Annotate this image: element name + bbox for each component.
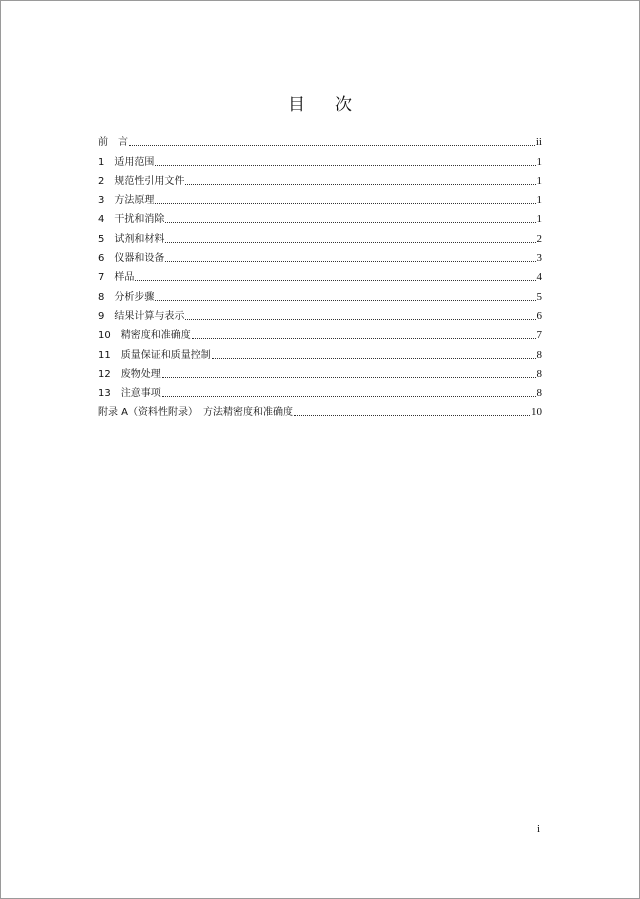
toc-leader-dots: [165, 222, 535, 223]
toc-title-char-1: 目: [288, 95, 305, 115]
toc-entry-label: 结果计算与表示: [114, 310, 185, 322]
toc-entry-page: 7: [536, 329, 542, 342]
toc-entry-5[interactable]: [98, 225, 542, 244]
toc-entry-page: 1: [536, 174, 542, 187]
toc-entry-number: 6: [98, 253, 115, 265]
toc-leader-dots: [155, 203, 535, 204]
toc-entry-number: 12: [98, 368, 121, 380]
toc-leader-dots: [162, 396, 536, 397]
toc-entry-page: 8: [536, 367, 542, 380]
toc-entry-number: 附录 A（资料性附录）: [98, 407, 204, 419]
toc-entry-label: 干扰和消除: [114, 214, 165, 226]
toc-entry-6[interactable]: [98, 245, 542, 264]
toc-leader-dots: [212, 358, 536, 359]
toc-leader-dots: [165, 242, 535, 243]
toc-entry-page: 1: [536, 155, 542, 168]
toc-entry-10[interactable]: [98, 322, 542, 341]
toc-entry-number: 9: [98, 310, 115, 322]
toc-entry-label: 质量保证和质量控制: [120, 349, 211, 361]
toc-entry-label: 试剂和材料: [114, 233, 165, 245]
toc-entry-page: 1: [536, 194, 542, 207]
toc-entry-3[interactable]: [98, 187, 542, 206]
toc-leader-dots: [294, 415, 530, 416]
toc-leader-dots: [135, 280, 535, 281]
toc-entry-label: 规范性引用文件: [114, 175, 185, 187]
toc-entry-7[interactable]: [98, 264, 542, 283]
toc-entry-number: 11: [98, 349, 121, 361]
toc-entry-number: 前 言: [98, 137, 128, 149]
toc-entry-label: 样品: [114, 272, 135, 284]
toc-entry-appendix-a[interactable]: [98, 399, 542, 418]
toc-entry-page: 1: [536, 213, 542, 226]
toc-leader-dots: [129, 145, 535, 146]
toc-leader-dots: [155, 300, 535, 301]
toc-entry-number: 13: [98, 388, 121, 400]
page-number: i: [537, 823, 541, 835]
toc-entry-label: 方法原理: [114, 195, 155, 207]
table-of-contents: [98, 129, 542, 418]
toc-leader-dots: [165, 261, 535, 262]
toc-entry-page: 8: [536, 348, 542, 361]
toc-entry-number: 8: [98, 291, 115, 303]
toc-entry-number: 7: [98, 272, 115, 284]
toc-entry-label: 废物处理: [120, 368, 161, 380]
toc-leader-dots: [192, 338, 536, 339]
toc-entry-label: 注意事项: [120, 388, 161, 400]
toc-leader-dots: [185, 184, 535, 185]
toc-entry-page: 2: [536, 232, 542, 245]
toc-entry-label: 方法精密度和准确度: [203, 407, 294, 419]
toc-leader-dots: [162, 377, 536, 378]
toc-entry-12[interactable]: [98, 361, 542, 380]
toc-entry-foreword[interactable]: [98, 129, 542, 148]
toc-entry-number: 10: [98, 330, 121, 342]
toc-title: [1, 90, 639, 115]
toc-entry-page: 8: [536, 387, 542, 400]
toc-entry-8[interactable]: [98, 283, 542, 302]
toc-entry-9[interactable]: [98, 303, 542, 322]
toc-entry-number: 4: [98, 214, 115, 226]
toc-leader-dots: [185, 319, 535, 320]
toc-entry-page: 3: [536, 252, 542, 265]
toc-entry-page: 6: [536, 309, 542, 322]
toc-entry-2[interactable]: [98, 168, 542, 187]
toc-entry-number: 3: [98, 195, 115, 207]
toc-entry-1[interactable]: [98, 148, 542, 167]
toc-entry-number: 2: [98, 175, 115, 187]
toc-entry-label: 精密度和准确度: [120, 330, 191, 342]
toc-entry-11[interactable]: [98, 341, 542, 360]
toc-entry-page: 4: [536, 271, 542, 284]
toc-entry-13[interactable]: [98, 380, 542, 399]
toc-entry-page: 5: [536, 290, 542, 303]
toc-entry-4[interactable]: [98, 206, 542, 225]
toc-entry-page: ii: [535, 136, 542, 149]
toc-entry-number: 1: [98, 156, 115, 168]
toc-entry-number: 5: [98, 233, 115, 245]
toc-entry-page: 10: [531, 406, 542, 419]
toc-entry-label: 仪器和设备: [114, 253, 165, 265]
toc-entry-label: 分析步骤: [114, 291, 155, 303]
toc-entry-label: 适用范围: [114, 156, 155, 168]
toc-title-char-2: 次: [335, 95, 352, 115]
toc-leader-dots: [155, 165, 535, 166]
